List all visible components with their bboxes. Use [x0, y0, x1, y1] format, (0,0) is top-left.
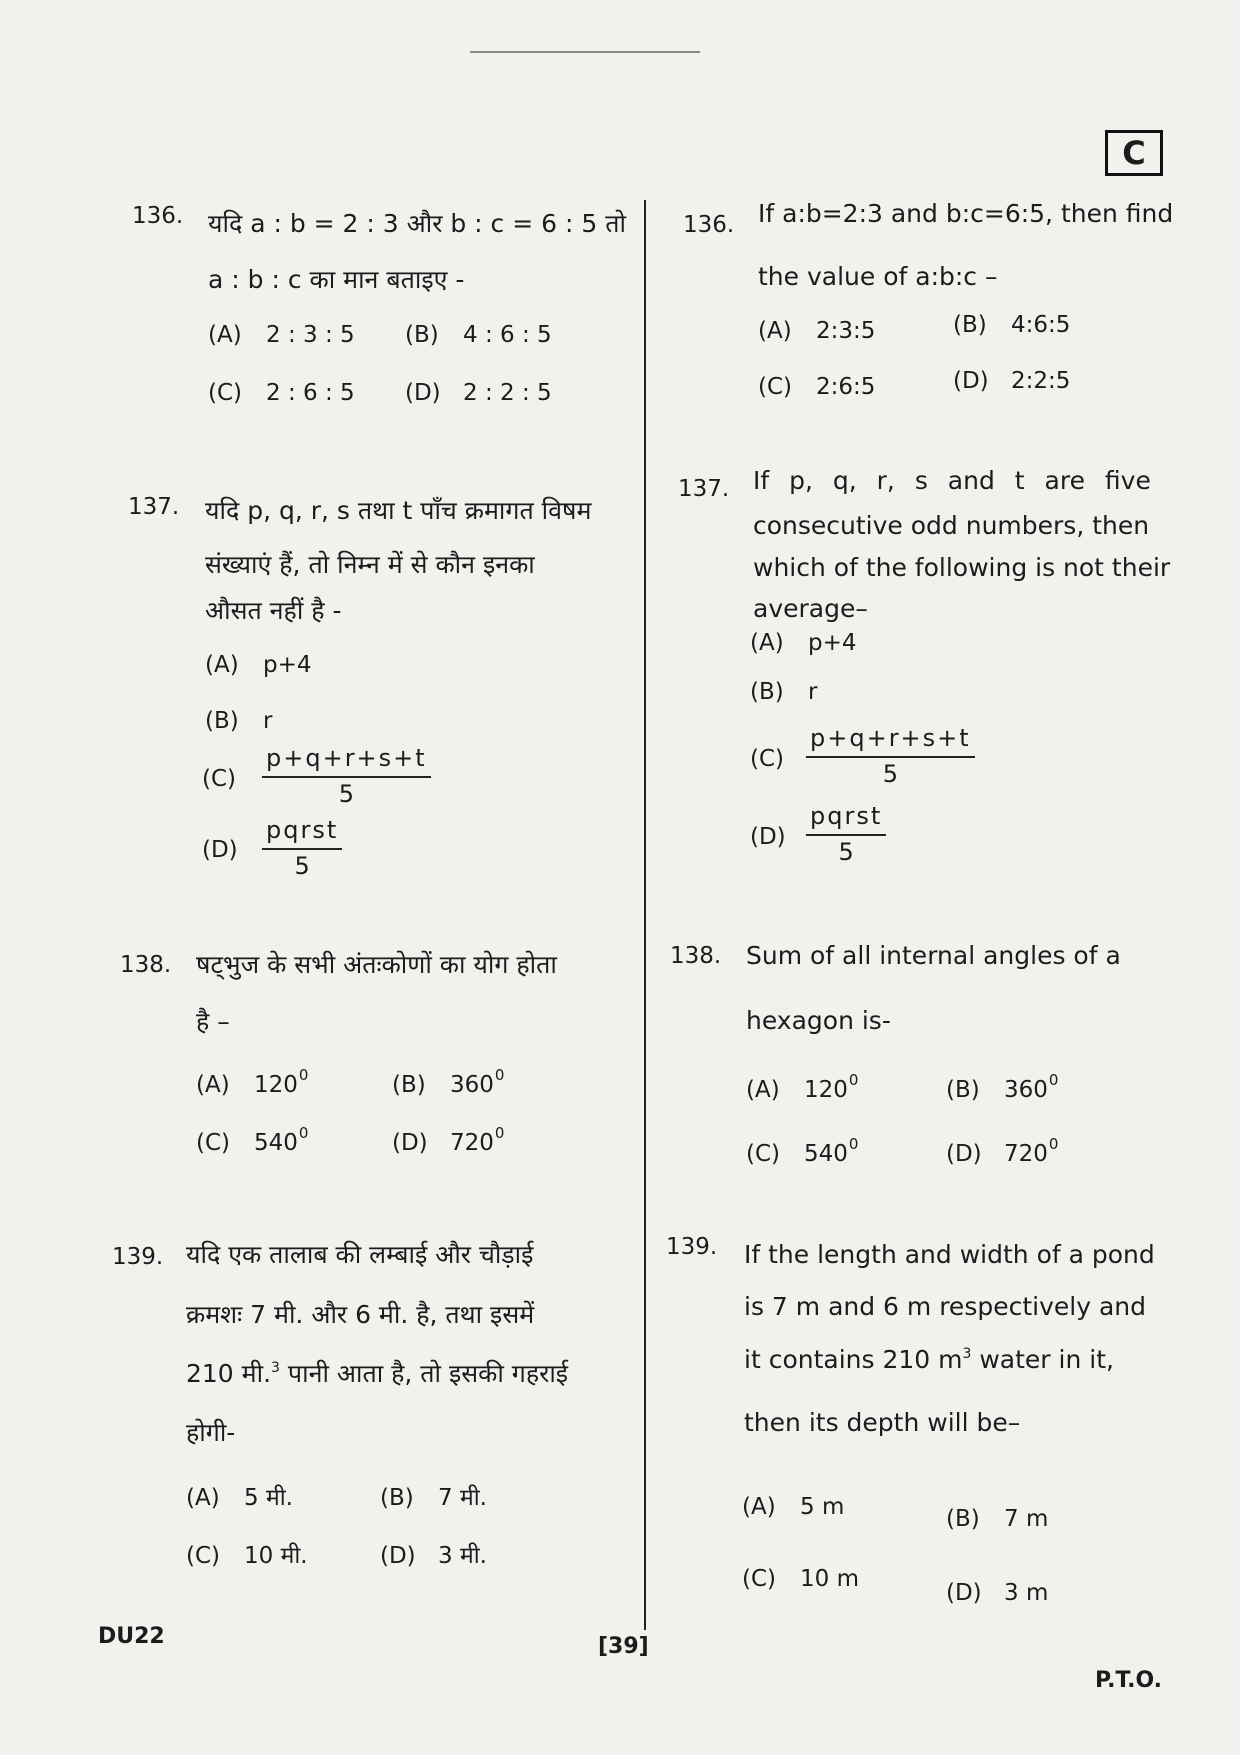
q137-english-option-b: (B) r — [750, 679, 818, 705]
q139-hindi-line-2: क्रमशः 7 मी. और 6 मी. है, तथा इसमें — [186, 1300, 535, 1329]
q137-hindi-option-c-label: (C) — [202, 766, 237, 792]
q139-english-line-3: it contains 210 $m^3$ water in it, — [744, 1345, 1114, 1374]
fraction-numerator: pqrst — [262, 816, 342, 850]
fraction-numerator: pqrst — [806, 802, 886, 836]
q139-english-option-d: (D) 3 m — [946, 1580, 1049, 1606]
q137-english-line-2: consecutive odd numbers, then — [753, 511, 1150, 540]
q139-english-option-a: (A) 5 m — [742, 1494, 845, 1520]
q137-english-option-c-label: (C) — [750, 746, 785, 772]
fraction-denominator: 5 — [338, 780, 354, 808]
q139-hindi-line-3: 210 मी.$^3$ पानी आता है, तो इसकी गहराई — [186, 1359, 569, 1388]
q138-english-line-2: hexagon is- — [746, 1006, 891, 1035]
q137-hindi-option-c-fraction — [262, 744, 431, 808]
q137-hindi-option-b: (B) r — [205, 708, 273, 734]
q137-hindi-line-1: यदि p, q, r, s तथा t पाँच क्रमागत विषम — [205, 496, 592, 525]
q138-hindi-option-d: (D) $720^0$ — [392, 1124, 505, 1156]
q136-hindi-option-d: (D) 2 : 2 : 5 — [405, 380, 552, 406]
q136-hindi-number: 136. — [132, 203, 184, 229]
q139-english-line-4: then its depth will be– — [744, 1408, 1021, 1437]
q137-hindi-line-3: औसत नहीं है - — [205, 596, 342, 625]
q136-english-option-d: (D) 2:2:5 — [953, 368, 1071, 394]
q137-hindi-option-a: (A) p+4 — [205, 652, 312, 678]
q138-english-option-a: (A) $120^0$ — [746, 1071, 859, 1103]
q139-hindi-line-4: होगी- — [186, 1418, 236, 1447]
q137-english-number: 137. — [678, 476, 730, 502]
q137-english-option-a: (A) p+4 — [750, 630, 857, 656]
q136-hindi-option-a: (A) 2 : 3 : 5 — [208, 322, 355, 348]
q139-english-option-c: (C) 10 m — [742, 1566, 859, 1592]
q138-english-line-1: Sum of all internal angles of a — [746, 941, 1121, 970]
q137-hindi-number: 137. — [128, 494, 180, 520]
footer-exam-code: DU22 — [98, 1624, 165, 1649]
q136-hindi-line-2: a : b : c का मान बताइए - — [208, 265, 465, 294]
q139-english-number: 139. — [666, 1234, 718, 1260]
q138-english-option-d: (D) $720^0$ — [946, 1135, 1059, 1167]
q136-english-option-b: (B) 4:6:5 — [953, 312, 1071, 338]
q137-english-line-4: average– — [753, 594, 868, 623]
q137-hindi-option-d-label: (D) — [202, 837, 238, 863]
q138-hindi-line-1: षट्भुज के सभी अंतःकोणों का योग होता — [196, 950, 557, 979]
q136-english-line-2: the value of a:b:c – — [758, 262, 998, 291]
footer-pto: P.T.O. — [1095, 1668, 1163, 1693]
q137-hindi-option-d-fraction — [262, 816, 342, 880]
q138-hindi-option-c: (C) $540^0$ — [196, 1124, 309, 1156]
q138-hindi-number: 138. — [120, 952, 172, 978]
q138-hindi-option-b: (B) $360^0$ — [392, 1066, 505, 1098]
q138-hindi-line-2: है – — [196, 1007, 230, 1036]
q136-hindi-line-1: यदि a : b = 2 : 3 और b : c = 6 : 5 तो — [208, 209, 626, 238]
q137-english-line-3: which of the following is not their — [753, 553, 1171, 582]
q139-english-line-2: is 7 m and 6 m respectively and — [744, 1292, 1146, 1321]
top-rule — [470, 51, 700, 53]
q136-english-option-c: (C) 2:6:5 — [758, 374, 876, 400]
fraction-denominator: 5 — [294, 852, 310, 880]
q137-english-option-c-fraction — [806, 724, 975, 788]
q138-english-option-b: (B) $360^0$ — [946, 1071, 1059, 1103]
q137-english-option-d-fraction — [806, 802, 886, 866]
fraction-denominator: 5 — [838, 838, 854, 866]
q136-english-number: 136. — [683, 212, 735, 238]
q138-english-number: 138. — [670, 943, 722, 969]
q139-hindi-number: 139. — [112, 1244, 164, 1270]
q136-english-line-1: If a:b=2:3 and b:c=6:5, then find — [758, 199, 1174, 228]
q139-english-option-b: (B) 7 m — [946, 1506, 1049, 1532]
q137-english-option-d-label: (D) — [750, 824, 786, 850]
fraction-numerator: p+q+r+s+t — [262, 744, 431, 778]
q137-hindi-line-2: संख्याएं हैं, तो निम्न में से कौन इनका — [205, 550, 535, 579]
q139-hindi-option-c: (C) 10 मी. — [186, 1543, 308, 1569]
q136-hindi-option-b: (B) 4 : 6 : 5 — [405, 322, 552, 348]
q139-hindi-option-a: (A) 5 मी. — [186, 1485, 293, 1511]
fraction-denominator: 5 — [882, 760, 898, 788]
q139-hindi-option-b: (B) 7 मी. — [380, 1485, 487, 1511]
q139-english-line-1: If the length and width of a pond — [744, 1240, 1155, 1269]
q137-english-line-1: If p, q, r, s and t are five — [753, 466, 1151, 495]
q138-english-option-c: (C) $540^0$ — [746, 1135, 859, 1167]
q139-hindi-option-d: (D) 3 मी. — [380, 1543, 487, 1569]
q136-hindi-option-c: (C) 2 : 6 : 5 — [208, 380, 355, 406]
set-code-box: C — [1105, 130, 1163, 176]
q136-english-option-a: (A) 2:3:5 — [758, 318, 876, 344]
column-divider — [644, 200, 646, 1630]
q138-hindi-option-a: (A) $120^0$ — [196, 1066, 309, 1098]
fraction-numerator: p+q+r+s+t — [806, 724, 975, 758]
footer-page-number: [39] — [598, 1634, 649, 1659]
q139-hindi-line-1: यदि एक तालाब की लम्बाई और चौड़ाई — [186, 1240, 534, 1269]
